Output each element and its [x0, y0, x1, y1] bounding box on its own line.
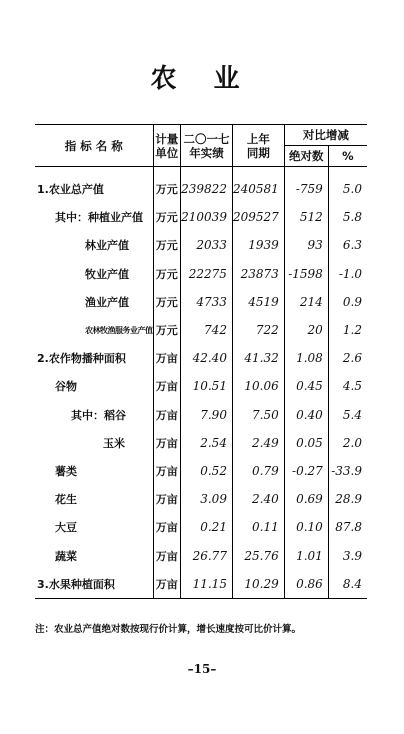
row-absolute: 0.05	[284, 429, 328, 457]
row-unit: 万元	[153, 203, 181, 231]
row-absolute: 0.40	[284, 401, 328, 429]
row-unit: 万亩	[153, 401, 181, 429]
row-current: 4733	[181, 288, 233, 316]
row-percent: 4.5	[328, 372, 367, 400]
row-absolute: 1.08	[284, 344, 328, 372]
table-row	[35, 513, 367, 541]
row-name: 1.农业总产值	[37, 183, 104, 197]
row-current: 22275	[181, 260, 233, 288]
row-unit: 万亩	[153, 541, 181, 569]
row-previous: 7.50	[232, 401, 284, 429]
row-previous: 4519	[232, 288, 284, 316]
page-number: –15–	[187, 662, 217, 676]
row-previous: 0.11	[232, 513, 284, 541]
row-absolute: -0.27	[284, 457, 328, 485]
row-name: 2.农作物播种面积	[37, 352, 126, 366]
row-unit: 万元	[153, 231, 181, 259]
row-unit: 万亩	[153, 372, 181, 400]
row-previous: 25.76	[232, 541, 284, 569]
row-name: 大豆	[55, 521, 77, 535]
row-current: 3.09	[181, 485, 233, 513]
row-previous: 1939	[232, 231, 284, 259]
row-absolute: -1598	[284, 260, 328, 288]
table-row	[35, 316, 367, 344]
row-unit: 万元	[153, 260, 181, 288]
row-unit: 万亩	[153, 513, 181, 541]
row-absolute: 0.10	[284, 513, 328, 541]
row-percent: 0.9	[328, 288, 367, 316]
row-previous: 722	[232, 316, 284, 344]
table-row	[35, 288, 367, 316]
table-row	[35, 344, 367, 372]
row-previous: 10.06	[232, 372, 284, 400]
row-percent: -33.9	[328, 457, 367, 485]
row-current: 11.15	[181, 570, 233, 599]
row-name: 其中：稻谷	[71, 408, 126, 422]
table-row	[35, 485, 367, 513]
row-previous: 0.79	[232, 457, 284, 485]
row-percent: 6.3	[328, 231, 367, 259]
row-name: 蔬菜	[55, 549, 77, 563]
row-percent: 3.9	[328, 541, 367, 569]
row-absolute: 214	[284, 288, 328, 316]
row-percent: 5.8	[328, 203, 367, 231]
row-name: 牧业产值	[85, 267, 129, 281]
row-percent: 5.0	[328, 167, 367, 204]
header-compare: 对比增减	[284, 125, 367, 146]
row-current: 10.51	[181, 372, 233, 400]
row-unit: 万元	[153, 167, 181, 204]
row-current: 2.54	[181, 429, 233, 457]
row-absolute: 93	[284, 231, 328, 259]
footnote: 注：农业总产值绝对数按现行价计算，增长速度按可比价计算。	[35, 624, 302, 635]
row-unit: 万元	[153, 288, 181, 316]
row-name: 林业产值	[85, 239, 129, 253]
row-name: 其中：种植业产值	[55, 211, 143, 225]
table-row	[35, 372, 367, 400]
row-previous: 240581	[232, 167, 284, 204]
row-name: 花生	[55, 493, 77, 507]
row-absolute: 512	[284, 203, 328, 231]
row-current: 0.21	[181, 513, 233, 541]
row-current: 0.52	[181, 457, 233, 485]
table-row	[35, 401, 367, 429]
row-name: 农林牧渔服务业产值	[85, 325, 153, 335]
row-percent: 1.2	[328, 316, 367, 344]
table-row	[35, 570, 367, 599]
agriculture-table	[35, 124, 367, 599]
row-previous: 10.29	[232, 570, 284, 599]
table-row	[35, 541, 367, 569]
row-name: 薯类	[55, 464, 77, 478]
row-unit: 万亩	[153, 457, 181, 485]
row-current: 239822	[181, 167, 233, 204]
row-name: 玉米	[103, 436, 125, 450]
header-indicator: 指 标 名 称	[35, 125, 153, 167]
row-percent: 87.8	[328, 513, 367, 541]
row-current: 26.77	[181, 541, 233, 569]
row-current: 210039	[181, 203, 233, 231]
header-percent: %	[328, 146, 367, 167]
header-absolute: 绝对数	[284, 146, 328, 167]
row-absolute: 0.69	[284, 485, 328, 513]
page-title: 农 业	[150, 64, 254, 94]
row-unit: 万亩	[153, 344, 181, 372]
row-percent: 8.4	[328, 570, 367, 599]
table-row	[35, 167, 367, 204]
row-absolute: 1.01	[284, 541, 328, 569]
row-absolute: 0.86	[284, 570, 328, 599]
row-previous: 2.49	[232, 429, 284, 457]
row-previous: 41.32	[232, 344, 284, 372]
table-row	[35, 231, 367, 259]
row-current: 742	[181, 316, 233, 344]
row-percent: 2.0	[328, 429, 367, 457]
row-current: 2033	[181, 231, 233, 259]
header-current-year: 二〇一七 年实绩	[181, 125, 233, 167]
row-percent: -1.0	[328, 260, 367, 288]
row-current: 42.40	[181, 344, 233, 372]
header-previous-period: 上年 同期	[232, 125, 284, 167]
row-name: 3.水果种植面积	[35, 570, 153, 599]
table-row	[35, 457, 367, 485]
row-previous: 209527	[232, 203, 284, 231]
table-row	[35, 203, 367, 231]
table-row	[35, 429, 367, 457]
row-unit: 万亩	[153, 485, 181, 513]
row-unit: 万亩	[153, 570, 181, 599]
row-absolute: 0.45	[284, 372, 328, 400]
row-percent: 2.6	[328, 344, 367, 372]
row-current: 7.90	[181, 401, 233, 429]
row-previous: 2.40	[232, 485, 284, 513]
row-absolute: 20	[284, 316, 328, 344]
row-previous: 23873	[232, 260, 284, 288]
header-unit: 计量 单位	[153, 125, 181, 167]
table-row	[35, 260, 367, 288]
row-absolute: -759	[284, 167, 328, 204]
row-percent: 5.4	[328, 401, 367, 429]
row-name: 渔业产值	[85, 295, 129, 309]
row-unit: 万亩	[153, 429, 181, 457]
row-name: 谷物	[55, 380, 77, 394]
row-percent: 28.9	[328, 485, 367, 513]
row-unit: 万元	[153, 316, 181, 344]
